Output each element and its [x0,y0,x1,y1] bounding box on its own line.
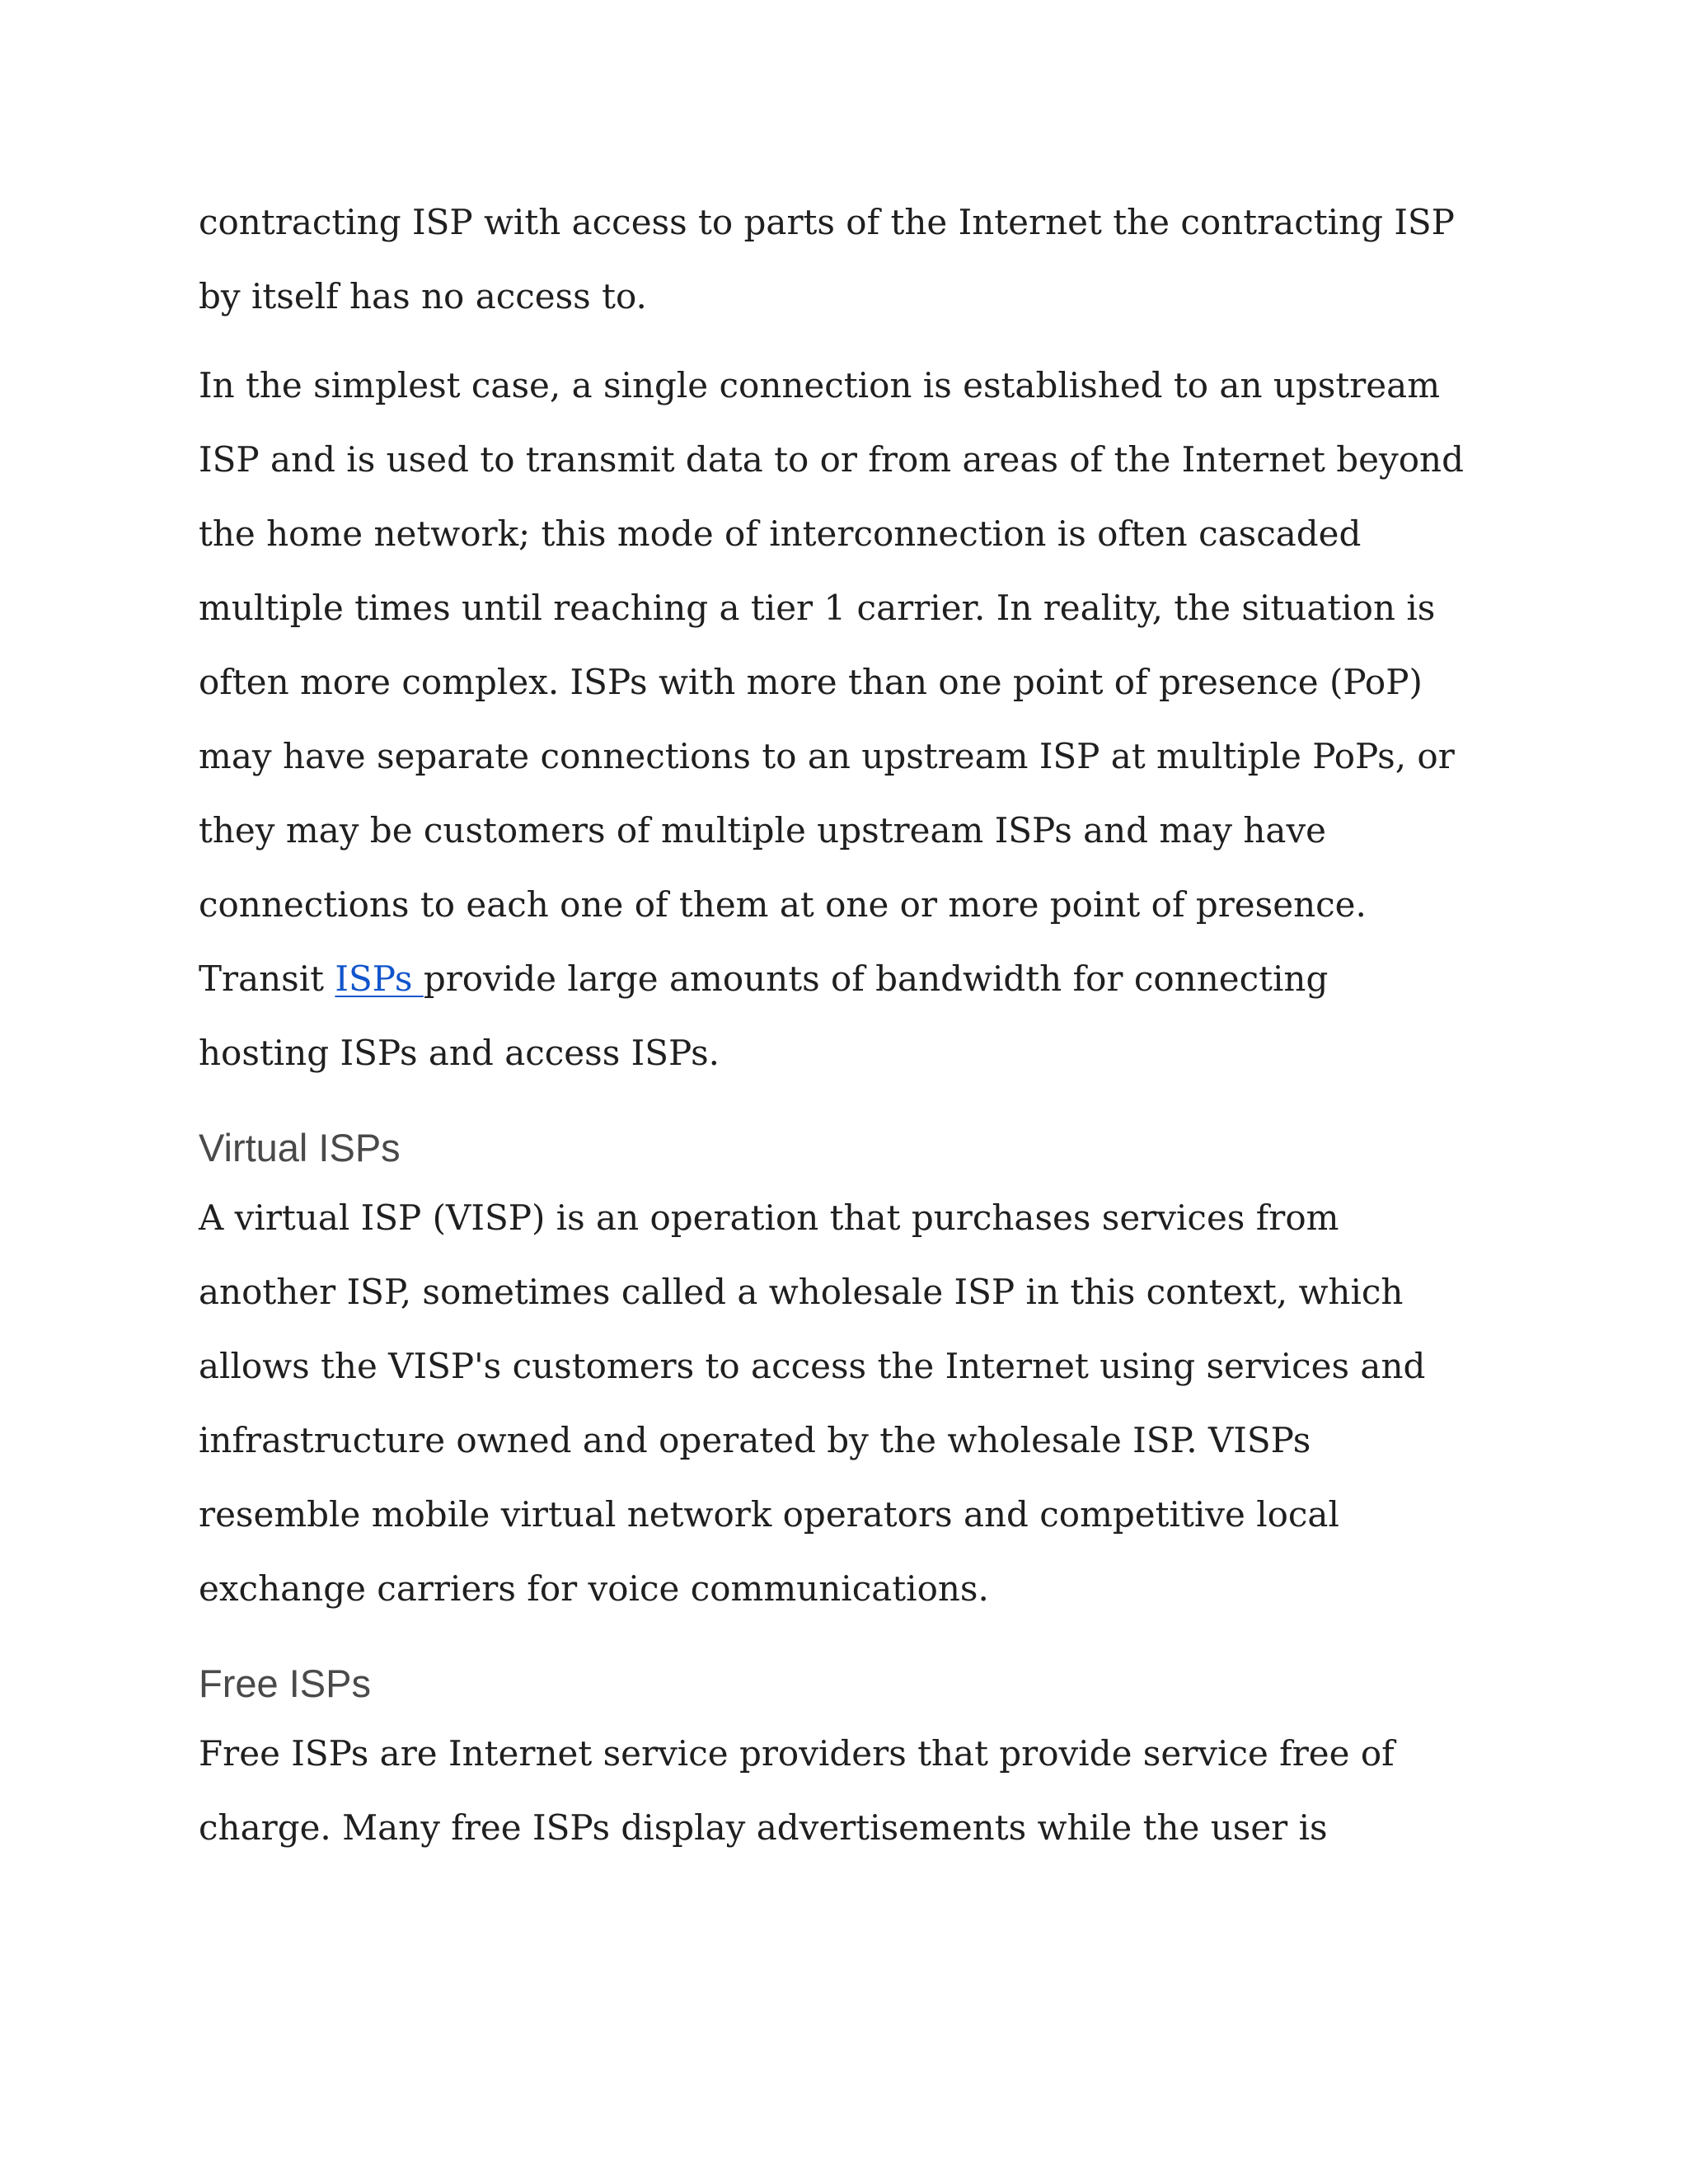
text-line: ISP and is used to transmit data to or from areas of the Internet beyond [199,439,1464,480]
text-line: infrastructure owned and operated by the wholesale ISP. VISPs [199,1420,1311,1460]
text-line-transit [199,942,1509,1016]
text-line: contracting ISP with access to parts of the Internet the contracting ISP [199,202,1455,242]
text-line: often more complex. ISPs with more than one point of presence (PoP) [199,662,1423,702]
isps-link[interactable]: ISPs [335,958,424,999]
text-line: A virtual ISP (VISP) is an operation that purchases services from [199,1197,1339,1238]
transit-prefix: Transit [199,958,335,999]
text-line: connections to each one of them at one or more point of presence. [199,884,1367,925]
text-line: charge. Many free ISPs display advertisements while the user is [199,1807,1328,1848]
text-line: resemble mobile virtual network operators and competitive local [199,1494,1339,1535]
text-line: multiple times until reaching a tier 1 carrier. In reality, the situation is [199,588,1436,628]
text-line: the home network; this mode of interconnection is often cascaded [199,513,1362,554]
heading-free-isps: Free ISPs [199,1661,371,1705]
text-line: In the simplest case, a single connection is established to an upstream [199,365,1441,405]
heading-virtual-isps: Virtual ISPs [199,1126,401,1169]
paragraph-virtual-isps [199,1181,1509,1626]
text-line: hosting ISPs and access ISPs. [199,1033,720,1073]
paragraph-contracting-isp [199,185,1509,334]
text-line: may have separate connections to an upstream ISP at multiple PoPs, or [199,736,1455,776]
text-line: Free ISPs are Internet service providers that provide service free of [199,1733,1395,1774]
text-line: allows the VISP's customers to access the Internet using services and [199,1346,1426,1386]
text-line: by itself has no access to. [199,276,647,316]
text-line: another ISP, sometimes called a wholesale ISP in this context, which [199,1272,1404,1312]
transit-suffix: provide large amounts of bandwidth for connecting [423,958,1329,999]
text-line: exchange carriers for voice communications. [199,1568,989,1609]
paragraph-upstream-connection [199,349,1509,1090]
paragraph-free-isps [199,1717,1509,1865]
text-line: they may be customers of multiple upstream ISPs and may have [199,810,1327,851]
document-body [199,185,1509,1865]
